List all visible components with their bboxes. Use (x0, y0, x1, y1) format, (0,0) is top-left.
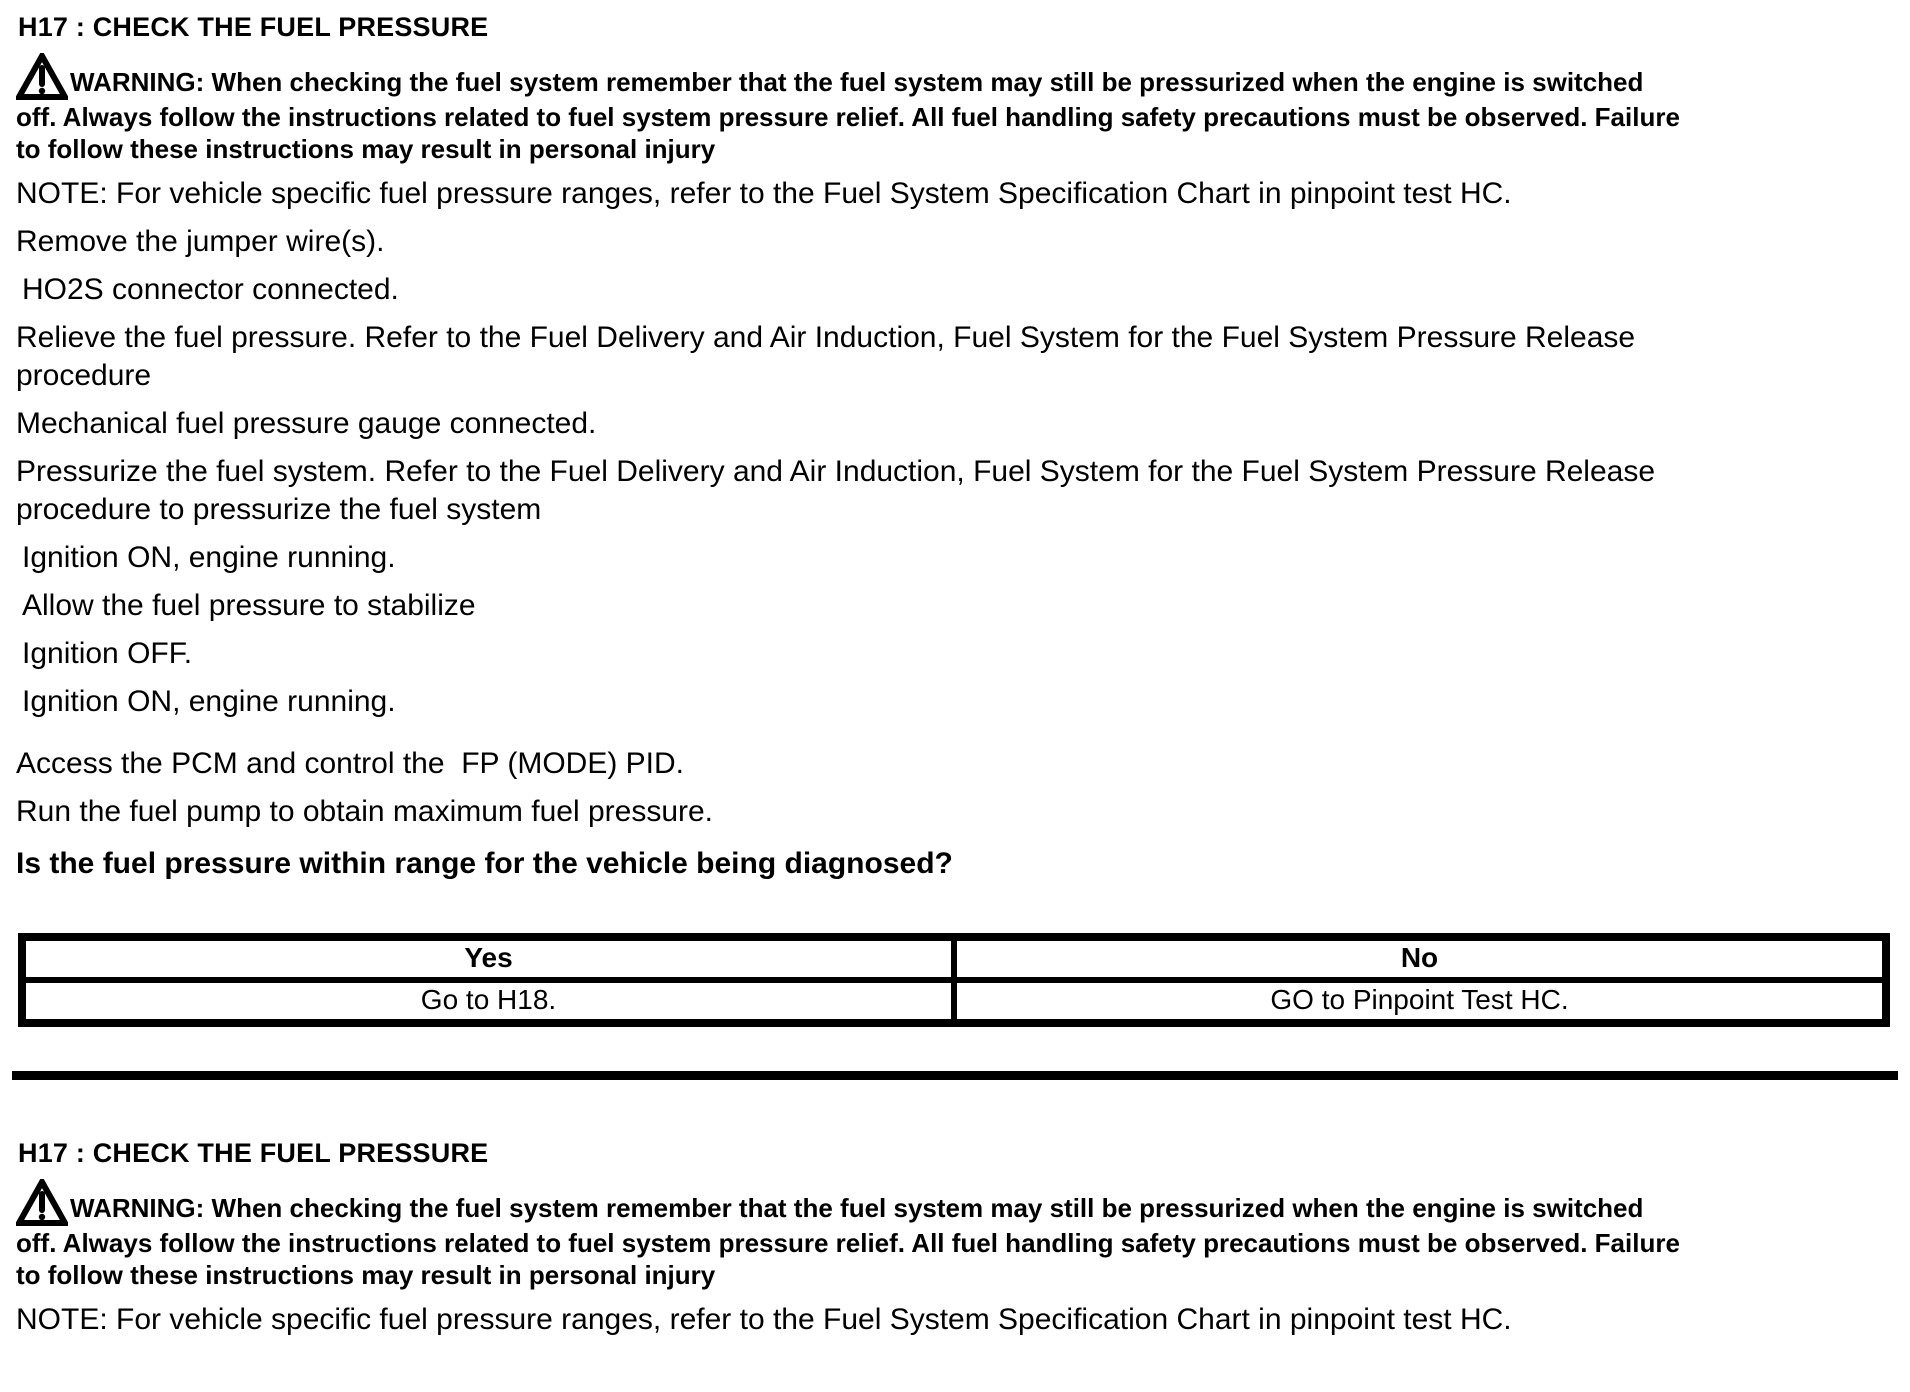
warning-text: WARNING: When checking the fuel system remember that the fuel system may still be pressurized when the engine is switched (70, 1193, 1644, 1223)
step-relieve-fuel-pressure: Relieve the fuel pressure. Refer to the Fuel Delivery and Air Induction, Fuel System for the Fuel System Pressure Release procedure (16, 321, 1636, 392)
warning-line-2: off. Always follow the instructions related to fuel system pressure relief. All fuel handling safety precautions must be observed. Failure (16, 102, 1680, 132)
warning-triangle-icon (16, 53, 70, 101)
step-ho2s-connected: HO2S connector connected. (22, 273, 399, 306)
note-paragraph: NOTE: For vehicle specific fuel pressure ranges, refer to the Fuel System Specification Chart in pinpoint test HC. (16, 1303, 1512, 1336)
section-h17-second (16, 1138, 1894, 1339)
table-row (22, 980, 1886, 1023)
warning-paragraph (16, 1179, 1894, 1291)
warning-triangle-icon (16, 1179, 70, 1227)
step-run-fuel-pump: Run the fuel pump to obtain maximum fuel pressure. (16, 795, 714, 828)
warning-line-2: off. Always follow the instructions related to fuel system pressure relief. All fuel handling safety precautions must be observed. Failure (16, 1228, 1680, 1258)
table-header-row (22, 937, 1886, 980)
no-column-header: No (954, 937, 1886, 980)
step-gauge-connected: Mechanical fuel pressure gauge connected. (16, 407, 597, 440)
step-remove-jumper-wires: Remove the jumper wire(s). (16, 225, 385, 258)
yes-action-cell: Go to H18. (22, 980, 954, 1023)
step-ignition-off: Ignition OFF. (22, 637, 193, 670)
no-action-cell: GO to Pinpoint Test HC. (954, 980, 1886, 1023)
step-allow-stabilize: Allow the fuel pressure to stabilize (22, 589, 476, 622)
step-ignition-on-1: Ignition ON, engine running. (22, 541, 396, 574)
section-h17-first (16, 12, 1894, 1027)
warning-line-3: to follow these instructions may result in personal injury (16, 1260, 716, 1290)
warning-line-1 (16, 1179, 1894, 1227)
warning-paragraph (16, 53, 1894, 165)
yes-no-result-table (18, 933, 1890, 1027)
warning-text: WARNING: When checking the fuel system remember that the fuel system may still be pressurized when the engine is switched (70, 67, 1644, 97)
step-access-pcm: Access the PCM and control the FP (MODE) PID. (16, 747, 684, 780)
step-ignition-on-2: Ignition ON, engine running. (22, 685, 396, 718)
warning-line-1 (16, 53, 1894, 101)
note-paragraph: NOTE: For vehicle specific fuel pressure ranges, refer to the Fuel System Specification Chart in pinpoint test HC. (16, 177, 1512, 210)
yes-column-header: Yes (22, 937, 954, 980)
section-divider-rule (12, 1071, 1898, 1080)
warning-line-3: to follow these instructions may result in personal injury (16, 134, 716, 164)
section-heading: H17 : CHECK THE FUEL PRESSURE (18, 1138, 489, 1168)
diagnostic-question: Is the fuel pressure within range for the vehicle being diagnosed? (16, 847, 953, 880)
section-heading: H17 : CHECK THE FUEL PRESSURE (18, 12, 489, 42)
step-pressurize-fuel-system: Pressurize the fuel system. Refer to the Fuel Delivery and Air Induction, Fuel System for the Fuel System Pressure Release procedure to pressurize the fuel system (16, 455, 1656, 526)
